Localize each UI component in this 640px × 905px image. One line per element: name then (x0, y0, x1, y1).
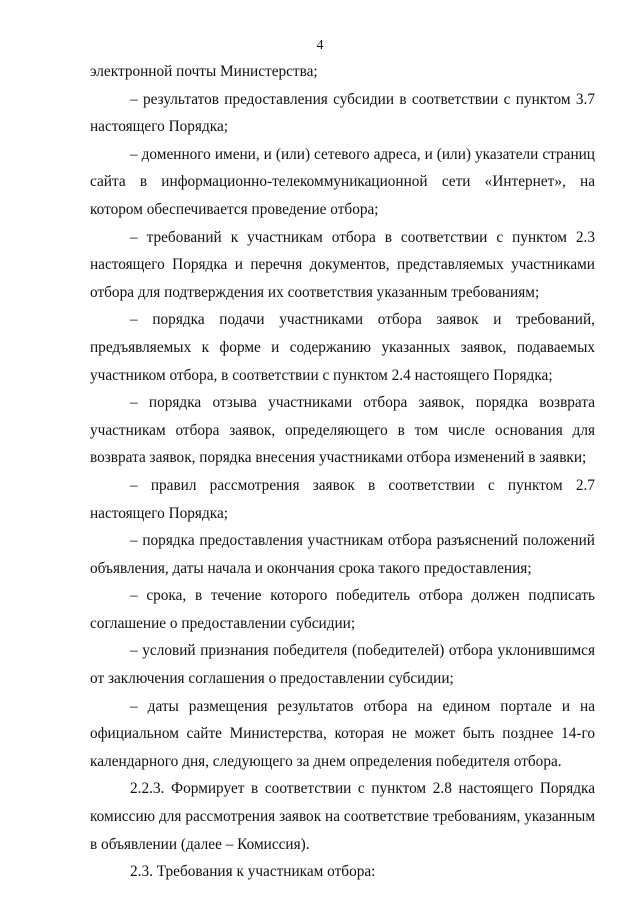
list-item-review-rules: – правил рассмотрения заявок в соответствии с пунктом 2.7 настоящего Порядка; (90, 476, 595, 522)
list-item-signing-deadline: – срока, в течение которого победитель отбора должен подписать соглашение о предоставлении субсидии; (90, 587, 595, 632)
list-item-publication-date: – даты размещения результатов отбора на едином портале и на официальном сайте Министерства, которая не может быть позднее 14-го календарного дня, следующего за днем определения победителя отбора. (90, 697, 595, 770)
document-body (90, 58, 595, 886)
paragraph-2-2-3: 2.2.3. Формирует в соответствии с пунктом 2.8 настоящего Порядка комиссию для рассмотрения заявок на соответствие требованиям, указанным в объявлении (далее – Комиссия). (90, 780, 595, 853)
paragraph-continuation: электронной почты Министерства; (90, 63, 318, 80)
list-item-results: – результатов предоставления субсидии в соответствии с пунктом 3.7 настоящего Порядка; (90, 90, 595, 136)
list-item-evasion: – условий признания победителя (победителей) отбора уклонившимся от заключения соглашения о предоставлении субсидии; (90, 642, 595, 688)
paragraph-2-3: 2.3. Требования к участникам отбора: (130, 863, 376, 881)
page-number: 4 (316, 38, 324, 53)
list-item-clarifications: – порядка предоставления участникам отбора разъяснений положений объявления, даты начала и окончания срока такого предоставления; (90, 532, 595, 577)
list-item-withdrawal: – порядка отзыва участниками отбора заявок, порядка возврата участникам отбора заявок, определяющего в том числе основания для возврата заявок, порядка внесения участниками отбора изменений в заявки; (90, 394, 595, 467)
list-item-domain: – доменного имени, и (или) сетевого адреса, и (или) указатели страниц сайта в информационно-телекоммуникационной сети «Интернет», на котором обеспечивается проведение отбора; (90, 145, 595, 218)
list-item-requirements: – требований к участникам отбора в соответствии с пунктом 2.3 настоящего Порядка и перечня документов, представляемых участниками отбора для подтверждения их соответствия указанным требованиям; (90, 228, 595, 301)
list-item-application-order: – порядка подачи участниками отбора заявок и требований, предъявляемых к форме и содержанию указанных заявок, подаваемых участником отбора, в соответствии с пунктом 2.4 настоящего Порядка; (90, 311, 595, 384)
